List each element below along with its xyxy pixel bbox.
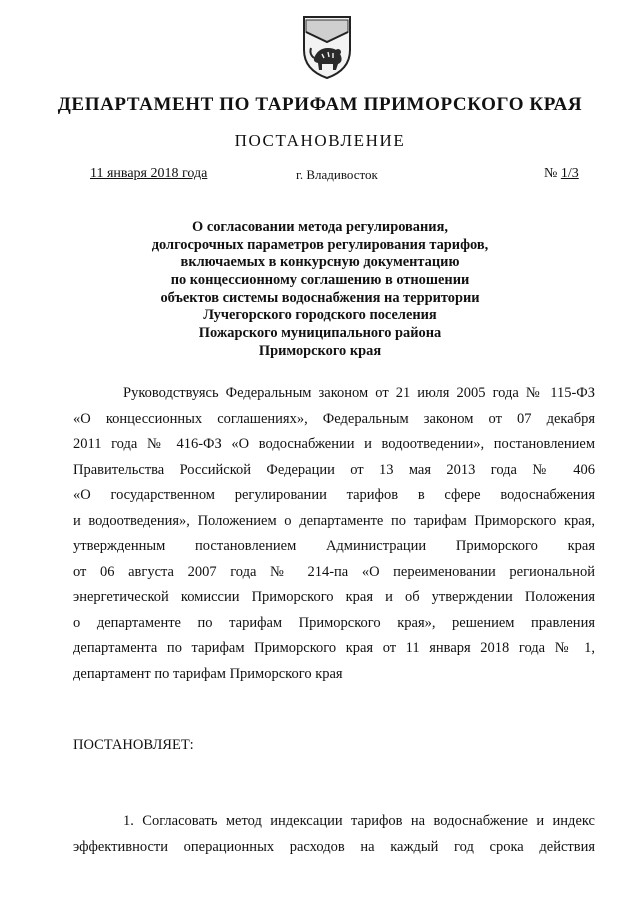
document-date: 11 января 2018 года: [90, 166, 208, 181]
preamble-line: 2011 года № 416-ФЗ «О водоснабжении и водоотведении», постановлением: [73, 436, 595, 452]
coat-of-arms-icon: [300, 14, 354, 80]
preamble-paragraph: [73, 381, 595, 687]
subject-line: Пожарского муниципального района: [198, 325, 442, 342]
preamble-line: Руководствуясь Федеральным законом от 21 июля 2005 года № 115-ФЗ: [123, 385, 595, 401]
subject-line: Лучегорского городского поселения: [203, 307, 437, 324]
preamble-line: утвержденным постановлением Администрации Приморского края: [73, 538, 595, 554]
document-subject: [100, 219, 540, 361]
subject-line: включаемых в конкурсную документацию: [180, 254, 460, 271]
preamble-line: о департаменте по тарифам Приморского края», решением правления: [73, 614, 595, 631]
subject-line: Приморского края: [258, 342, 382, 359]
preamble-line: департамент по тарифам Приморского края: [73, 665, 343, 682]
clause-line: 1. Согласовать метод индексации тарифов на водоснабжение и индекс: [123, 813, 595, 829]
subject-line: объектов системы водоснабжения на территории: [160, 289, 480, 306]
preamble-line: «О концессионных соглашениях», Федеральным законом от 07 декабря: [73, 410, 595, 427]
preamble-line: энергетической комиссии Приморского края и об утверждении Положения: [73, 589, 595, 605]
subject-line: О согласовании метода регулирования,: [192, 219, 448, 235]
department-title: ДЕПАРТАМЕНТ ПО ТАРИФАМ ПРИМОРСКОГО КРАЯ: [57, 94, 583, 115]
document-city: г. Владивосток: [296, 167, 378, 182]
preamble-line: от 06 августа 2007 года № 214-па «О переименовании региональной: [73, 563, 595, 580]
subject-line: по концессионному соглашению в отношении: [170, 272, 470, 289]
clause-line: эффективности операционных расходов на каждый год срока действия: [73, 838, 595, 855]
preamble-line: и водоотведения», Положением о департаменте по тарифам Приморского края,: [73, 512, 595, 529]
preamble-line: департамента по тарифам Приморского края от 11 января 2018 года № 1,: [73, 640, 595, 656]
document-number: [544, 166, 579, 182]
preamble-line: «О государственном регулировании тарифов в сфере водоснабжения: [73, 487, 595, 503]
document-type: ПОСТАНОВЛЕНИЕ: [234, 131, 406, 150]
subject-line: долгосрочных параметров регулирования тарифов,: [151, 236, 489, 253]
decree-word: ПОСТАНОВЛЯЕТ:: [73, 737, 194, 753]
preamble-line: Правительства Российской Федерации от 13 мая 2013 года № 406: [73, 461, 595, 478]
number-prefix: №: [544, 166, 561, 181]
number-value: 1/3: [560, 166, 579, 181]
clause-paragraph: [73, 809, 595, 860]
